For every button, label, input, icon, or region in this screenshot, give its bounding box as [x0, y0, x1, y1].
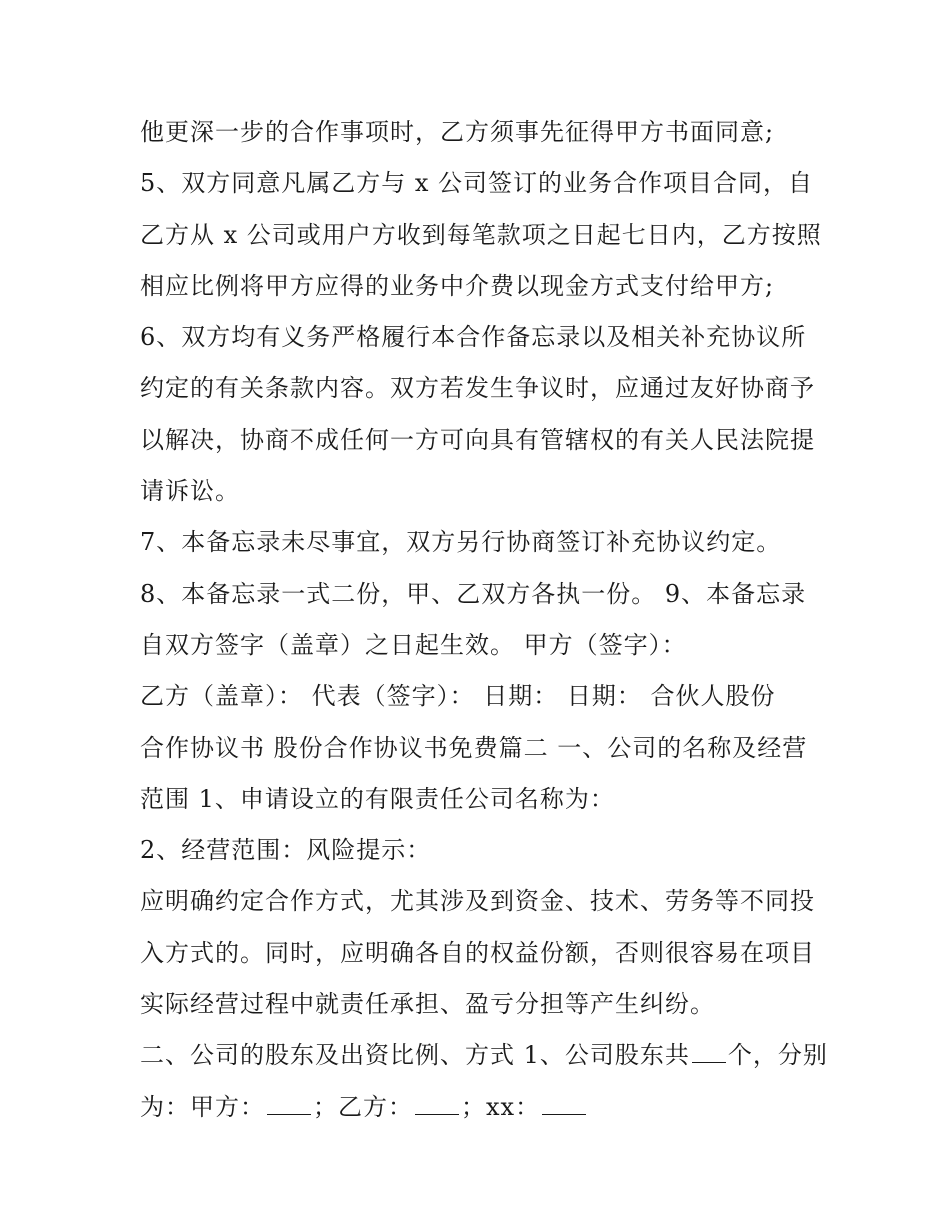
separator: ； [313, 1092, 338, 1121]
paragraph-line: 5、双方同意凡属乙方与 x 公司签订的业务合作项目合同，自 [140, 169, 814, 198]
party-a-label: 为：甲方： [140, 1092, 265, 1121]
paragraph-line: 6、双方均有义务严格履行本合作备忘录以及相关补充协议所 [140, 323, 807, 352]
paragraph-line: 合作协议书 股份合作协议书免费篇二 一、公司的名称及经营 [140, 733, 808, 762]
paragraph-line: 8、本备忘录一式二份，甲、乙双方各执一份。 9、本备忘录 [140, 579, 807, 608]
party-b-blank [415, 1094, 459, 1115]
shareholders-line [140, 1030, 830, 1081]
party-b-label: 乙方： [338, 1092, 413, 1121]
paragraph-line: 2、经营范围：风险提示： [140, 836, 432, 865]
paragraph-line: 自双方签字（盖章）之日起生效。 甲方（签字）： [140, 630, 687, 659]
paragraph-line: 相应比例将甲方应得的业务中介费以现金方式支付给甲方; [140, 271, 775, 300]
party-c-blank [542, 1094, 586, 1115]
parties-line [140, 1082, 830, 1133]
paragraph-line: 乙方（盖章）： 代表（签字）： 日期： 日期： 合伙人股份 [140, 682, 776, 711]
party-c-label: xx： [486, 1092, 541, 1121]
paragraph-line: 范围 1、申请设立的有限责任公司名称为： [140, 784, 615, 813]
separator: ； [461, 1092, 486, 1121]
party-a-blank [267, 1094, 311, 1115]
paragraph-line: 请诉讼。 [140, 477, 240, 506]
shareholder-count-blank [692, 1042, 726, 1063]
shareholders-suffix: 个，分别 [727, 1041, 828, 1070]
shareholders-prefix: 二、公司的股东及出资比例、方式 1、公司股东共 [140, 1041, 690, 1070]
paragraph-line: 约定的有关条款内容。双方若发生争议时，应通过友好协商予 [140, 374, 815, 403]
paragraph-line: 他更深一步的合作事项时，乙方须事先征得甲方书面同意; [140, 118, 775, 146]
paragraph-line: 乙方从 x 公司或用户方收到每笔款项之日起七日内，乙方按照 [140, 220, 822, 249]
paragraph-line: 以解决，协商不成任何一方可向具有管辖权的有关人民法院提 [140, 425, 815, 454]
document-body [140, 107, 830, 1133]
paragraph-line: 7、本备忘录未尽事宜，双方另行协商签订补充协议约定。 [140, 528, 782, 557]
paragraph-line: 入方式的。同时，应明确各自的权益份额，否则很容易在项目 [140, 938, 815, 967]
paragraph-line: 应明确约定合作方式，尤其涉及到资金、技术、劳务等不同投 [140, 887, 815, 916]
paragraph-line: 实际经营过程中就责任承担、盈亏分担等产生纠纷。 [140, 990, 715, 1019]
